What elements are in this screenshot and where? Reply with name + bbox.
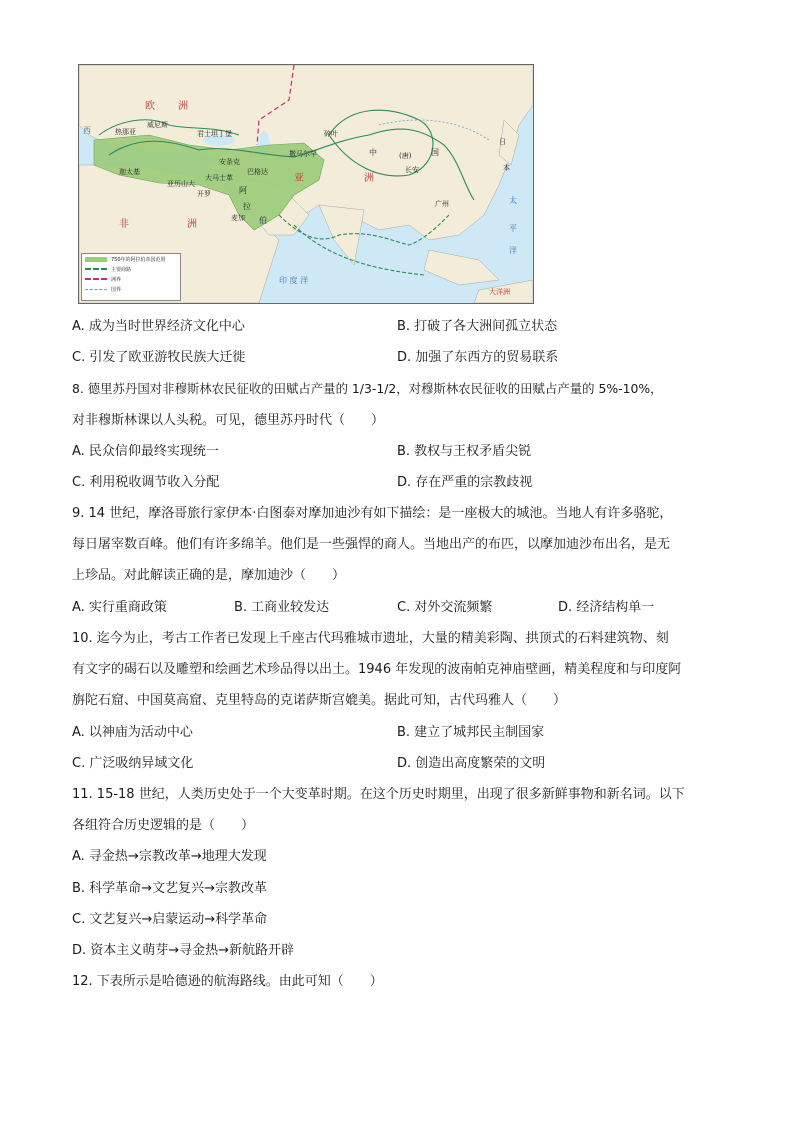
legend-label-country: 国界 (111, 286, 122, 293)
q9-stem-line-1: 9. 14 世纪，摩洛哥旅行家伊本·白图泰对摩加迪沙有如下描绘：是一座极大的城池。当地人有许多骆驼， (72, 506, 673, 521)
q11-stem-line-2: 各组符合历史逻辑的是（ ） (72, 818, 255, 833)
map-label-samarkand: 撒马尔罕 (289, 150, 317, 158)
q8-option-d: D. 存在严重的宗教歧视 (397, 475, 533, 490)
legend-label-continent: 洲界 (111, 276, 122, 283)
map-label-antioch: 安条克 (219, 158, 240, 166)
legend-row-continent (82, 274, 180, 284)
map-legend (81, 253, 181, 301)
map-label-pacific-ping: 平 (509, 224, 517, 233)
legend-row-route (82, 264, 180, 274)
map-label-pacific-tai: 太 (509, 196, 517, 205)
map-label-guangzhou: 广州 (435, 200, 449, 208)
map-label-asia: 亚 (294, 173, 314, 184)
q11-option-c: C. 文艺复兴→启蒙运动→科学革命 (72, 912, 268, 927)
q8-option-a: A. 民众信仰最终实现统一 (72, 444, 219, 459)
map-label-constantinople: 君士坦丁堡 (197, 130, 232, 138)
legend-key-continent (85, 278, 107, 280)
q7-option-a: A. 成为当时世界经济文化中心 (72, 319, 245, 334)
legend-label-route: 主要商路 (111, 266, 132, 273)
q8-stem-line-2: 对非穆斯林课以人头税。可见，德里苏丹时代（ ） (72, 413, 385, 428)
q9-option-d: D. 经济结构单一 (558, 600, 655, 615)
map-label-west: 西 (83, 126, 91, 135)
q8-stem-line-1: 8. 德里苏丹国对非穆斯林农民征收的田赋占产量的 1/3-1/2，对穆斯林农民征收的田赋占产量的 5%-10%， (72, 381, 663, 396)
map-label-china-tang: (唐) (399, 152, 412, 160)
map-label-japan-ri: 日 (499, 138, 506, 146)
q11-option-d: D. 资本主义萌芽→寻金热→新航路开辟 (72, 943, 295, 958)
q9-stem-line-3: 上珍品。对此解读正确的是，摩加迪沙（ ） (72, 568, 346, 583)
q7-option-b: B. 打破了各大洲间孤立状态 (397, 319, 558, 334)
q10-stem-line-1: 10. 迄今为止，考古工作者已发现上千座古代玛雅城市遗址，大量的精美彩陶、拱顶式的石料建筑物、刻 (72, 631, 669, 646)
legend-row-country (82, 284, 180, 294)
q10-stem-line-2: 有文字的碣石以及雕塑和绘画艺术珍品得以出土。1946 年发现的波南帕克神庙壁画，精美程度和与印度阿 (72, 662, 682, 677)
map-label-changan: 长安 (405, 166, 419, 174)
legend-key-route (85, 268, 107, 270)
q9-option-a: A. 实行重商政策 (72, 600, 167, 615)
q10-option-a: A. 以神庙为活动中心 (72, 725, 193, 740)
legend-label-empire: 750年的阿拉伯帝国范围 (111, 256, 166, 263)
map-label-mecca: 麦加 (231, 214, 245, 222)
map-label-pacific-yang: 洋 (509, 246, 517, 255)
q8-option-b: B. 教权与王权矛盾尖锐 (397, 444, 532, 459)
q9-stem-line-2: 每日屠宰数百峰。他们有许多绵羊。他们是一些强悍的商人。当地出产的布匹，以摩加迪沙布出名，是无 (72, 537, 671, 552)
map-label-arabia-bo: 伯 (259, 216, 267, 225)
map-label-arabia-la: 拉 (243, 202, 251, 211)
map-label-africa-2: 洲 (187, 219, 207, 230)
map-label-tunis: 迦太基 (119, 168, 140, 176)
map-label-japan-ben: 本 (503, 164, 510, 172)
map-label-damascus: 大马士革 (205, 174, 233, 182)
map-figure (78, 64, 534, 304)
map-label-jenoa: 热那亚 (115, 128, 136, 136)
map-label-arabia-a: 阿 (239, 186, 247, 195)
q12-stem-line-1: 12. 下表所示是哈德逊的航海路线。由此可知（ ） (72, 974, 383, 989)
map-label-baghdad: 巴格达 (247, 168, 268, 176)
q11-stem-line-1: 11. 15-18 世纪，人类历史处于一个大变革时期。在这个历史时期里，出现了很多新鲜事物和新名词。以下 (72, 787, 685, 802)
q10-option-c: C. 广泛吸纳异域文化 (72, 756, 194, 771)
legend-key-country (85, 289, 107, 290)
q10-option-d: D. 创造出高度繁荣的文明 (397, 756, 546, 771)
legend-row-empire (82, 254, 180, 264)
q11-option-a: A. 寻金热→宗教改革→地理大发现 (72, 849, 267, 864)
q9-option-b: B. 工商业较发达 (234, 600, 330, 615)
map-label-alexandria: 亚历山大 (167, 180, 195, 188)
map-label-oceania: 大洋洲 (489, 288, 510, 296)
map-label-indian-ocean: 印 度 洋 (279, 276, 309, 285)
q9-option-c: C. 对外交流频繁 (397, 600, 493, 615)
map-label-china-guo: 国 (431, 148, 439, 157)
legend-key-empire (85, 257, 107, 262)
map-label-venice: 威尼斯 (147, 121, 168, 129)
q10-option-b: B. 建立了城邦民主制国家 (397, 725, 545, 740)
map-label-europe: 欧 洲 (145, 101, 199, 112)
map-label-asia-2: 洲 (364, 173, 384, 184)
land-sea-islands (424, 250, 499, 285)
q7-option-d: D. 加强了东西方的贸易联系 (397, 350, 559, 365)
map-label-china-zhong: 中 (369, 148, 377, 157)
map-label-africa: 非 (119, 219, 139, 230)
q8-option-c: C. 利用税收调节收入分配 (72, 475, 220, 490)
map-label-cairo: 开罗 (197, 190, 211, 198)
map-label-suyab: 碎叶 (324, 130, 338, 138)
q7-option-c: C. 引发了欧亚游牧民族大迁徙 (72, 350, 246, 365)
q10-stem-line-3: 旃陀石窟、中国莫高窟、克里特岛的克诺萨斯宫媲美。据此可知，古代玛雅人（ ） (72, 693, 567, 708)
q11-option-b: B. 科学革命→文艺复兴→宗教改革 (72, 881, 267, 896)
